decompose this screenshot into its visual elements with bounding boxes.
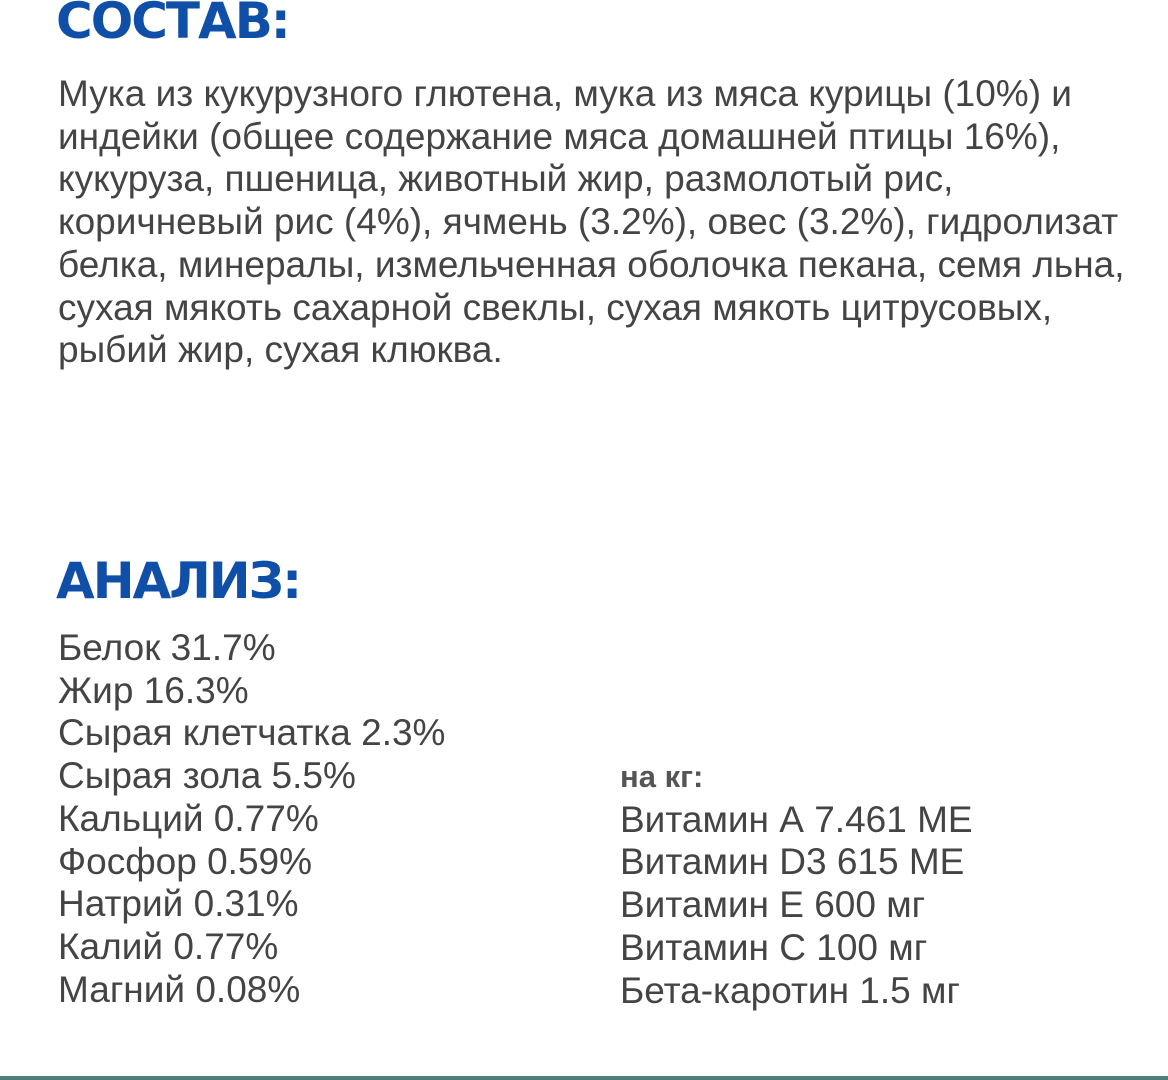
analysis-item: Фосфор 0.59% [58, 840, 312, 882]
vitamin-item: Витамин Е 600 мг [620, 884, 926, 926]
analysis-item: Натрий 0.31% [58, 883, 299, 925]
analysis-item: Сырая зола 5.5% [58, 755, 356, 797]
composition-heading: СОСТАВ: [56, 0, 289, 50]
analysis-list [58, 627, 445, 1011]
vitamin-list-title: на кг: [620, 759, 704, 794]
vitamin-item: Витамин D3 615 МЕ [620, 841, 965, 883]
analysis-item: Белок 31.7% [58, 627, 276, 668]
analysis-item: Кальций 0.77% [58, 797, 319, 839]
analysis-item: Сырая клетчатка 2.3% [58, 712, 446, 754]
vitamin-item: Витамин А 7.461 МЕ [620, 798, 973, 840]
analysis-item: Магний 0.08% [58, 968, 301, 1010]
vitamin-item: Витамин С 100 мг [620, 926, 928, 968]
analysis-heading: АНАЛИЗ: [56, 552, 301, 610]
vitamin-item: Бета-каротин 1.5 мг [620, 969, 960, 1011]
analysis-item: Калий 0.77% [58, 925, 279, 967]
analysis-item: Жир 16.3% [58, 669, 249, 711]
vitamin-list [620, 756, 973, 1012]
composition-text: Мука из кукурузного глютена, мука из мяса курицы (10%) и индейки (общее содержание мяса домашней птицы 16%), кукуруза, пшеница, животный жир, размолотый рис, коричневый рис (4%), ячмень (3.2%), овес (3.2%), гидролизат белка, минералы, измельченная оболочка пекана, семя льна, сухая мякоть сахарной свеклы, сухая мякоть цитрусовых, рыбий жир, сухая клюква. [58, 73, 1125, 371]
bottom-divider [0, 1076, 1168, 1080]
